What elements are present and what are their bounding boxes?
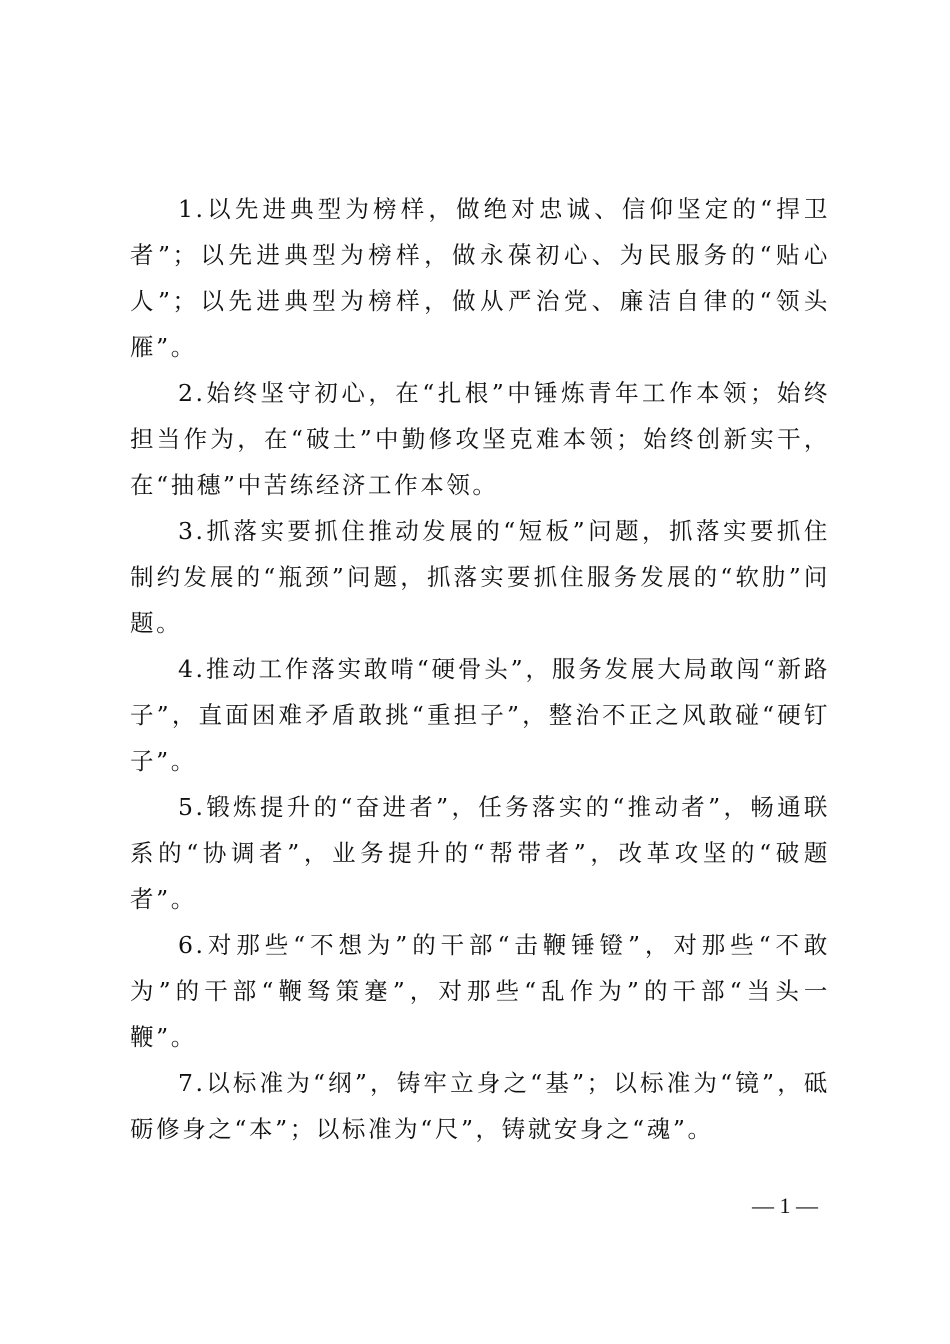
- paragraph-3: 3.抓落实要抓住推动发展的“短板”问题，抓落实要抓住制约发展的“瓶颈”问题，抓落实要抓住服务发展的“软肋”问题。: [130, 517, 830, 637]
- paragraph-6: 6.对那些“不想为”的干部“击鞭锤镫”，对那些“不敢为”的干部“鞭驽策蹇”，对那些“乱作为”的干部“当头一鞭”。: [130, 931, 830, 1051]
- paragraph-2: 2.始终坚守初心，在“扎根”中锤炼青年工作本领；始终担当作为，在“破土”中勤修攻坚克难本领；始终创新实干，在“抽穗”中苦练经济工作本领。: [130, 379, 830, 499]
- paragraph-7: 7.以标准为“纲”，铸牢立身之“基”；以标准为“镜”，砥砺修身之“本”；以标准为“尺”，铸就安身之“魂”。: [130, 1069, 830, 1143]
- document-body: [130, 186, 830, 1152]
- paragraph-5: 5.锻炼提升的“奋进者”，任务落实的“推动者”，畅通联系的“协调者”，业务提升的“帮带者”，改革攻坚的“破题者”。: [130, 793, 830, 913]
- paragraph-4: 4.推动工作落实敢啃“硬骨头”，服务发展大局敢闯“新路子”，直面困难矛盾敢挑“重担子”，整治不正之风敢碰“硬钉子”。: [130, 655, 830, 775]
- paragraph-1: 1.以先进典型为榜样，做绝对忠诚、信仰坚定的“捍卫者”；以先进典型为榜样，做永葆初心、为民服务的“贴心人”；以先进典型为榜样，做从严治党、廉洁自律的“领头雁”。: [130, 195, 830, 361]
- page-number: — 1 —: [752, 1193, 818, 1218]
